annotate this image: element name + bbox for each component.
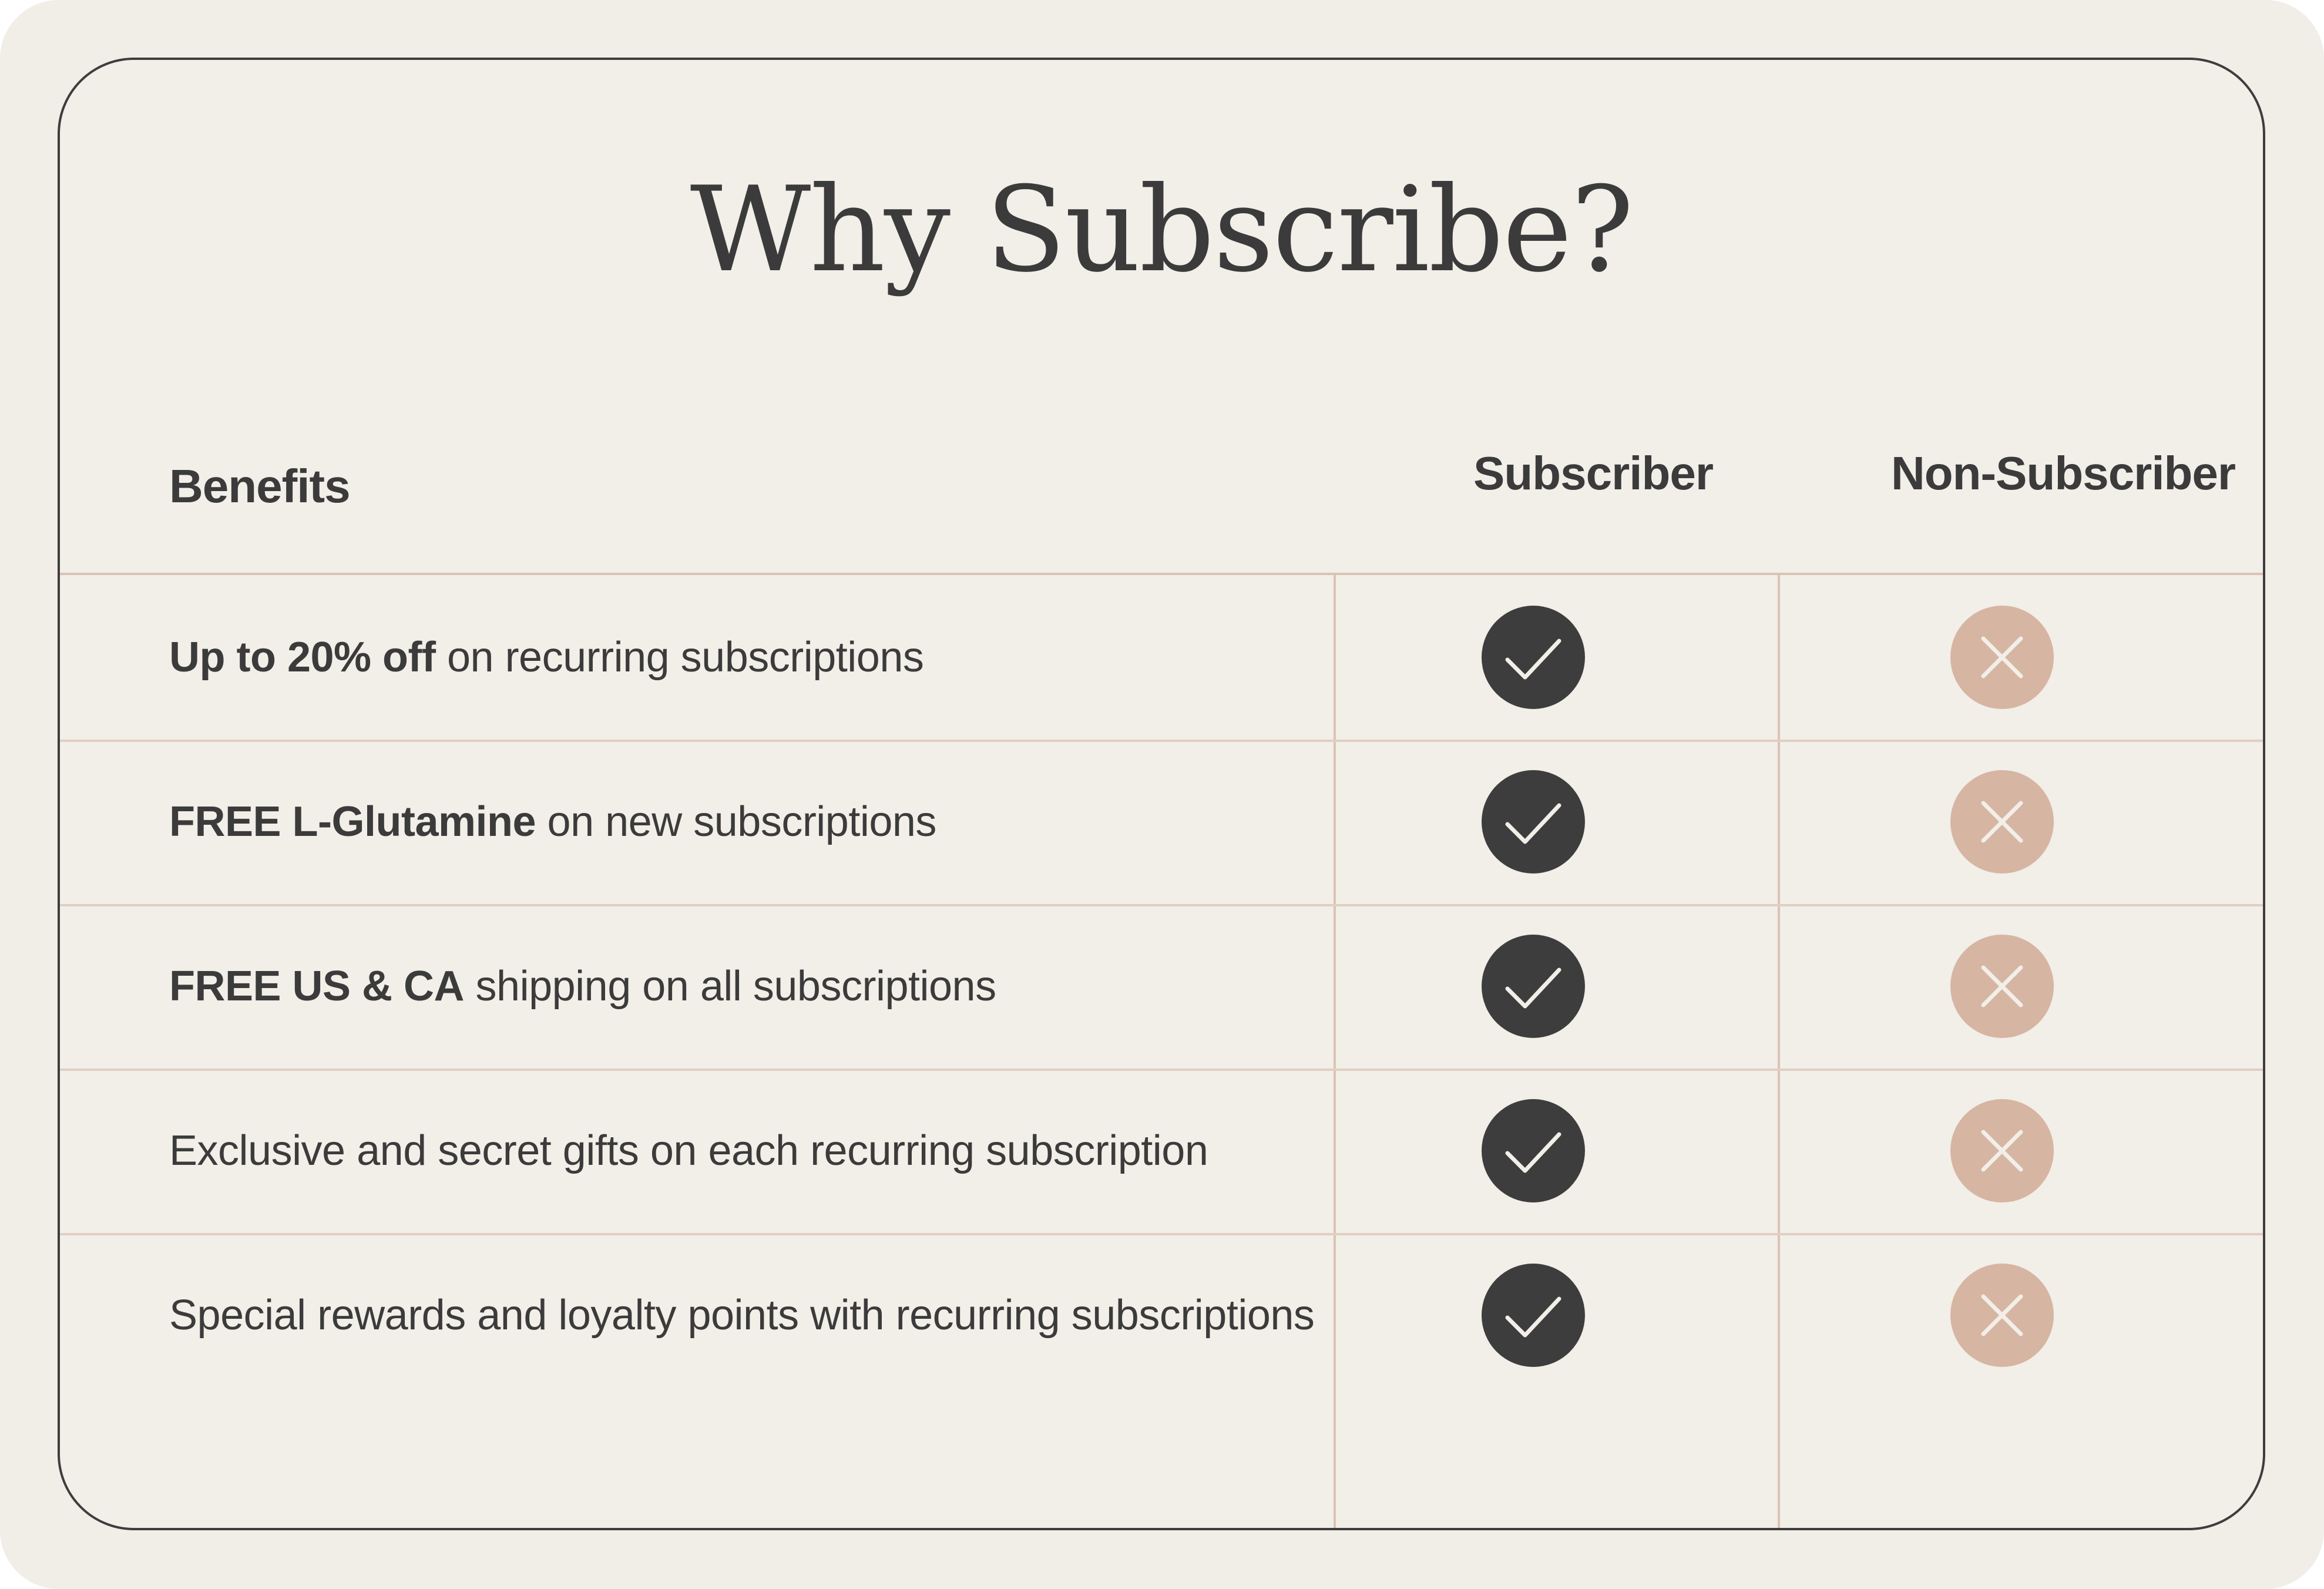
benefit-highlight: FREE US & CA [169, 963, 465, 1010]
benefit-label [169, 1233, 1314, 1397]
benefit-text: Special rewards and loyalty points with recurring subscriptions [169, 1292, 1315, 1339]
comparison-card [58, 58, 2265, 1530]
check-icon [1482, 935, 1585, 1038]
table-row [60, 1233, 2263, 1397]
benefit-text: Exclusive and secret gifts on each recurring subscription [169, 1127, 1208, 1174]
benefit-label [169, 740, 936, 904]
benefit-highlight: Up to 20% off [169, 634, 436, 681]
benefit-label [169, 904, 996, 1069]
benefit-label [169, 575, 923, 740]
column-header-benefits: Benefits [169, 460, 350, 512]
check-icon [1482, 1264, 1585, 1367]
table-row [60, 904, 2263, 1069]
benefit-text: on new subscriptions [536, 798, 936, 845]
page-title: Why Subscribe? [690, 162, 1633, 298]
cross-icon [1950, 935, 2054, 1038]
table-row [60, 740, 2263, 904]
table-row [60, 1069, 2263, 1233]
cross-icon [1950, 1099, 2054, 1202]
cross-icon [1950, 606, 2054, 709]
benefit-label [169, 1069, 1208, 1233]
table-row [60, 575, 2263, 740]
column-header-subscriber: Subscriber [1473, 447, 1713, 499]
benefit-text: on recurring subscriptions [435, 634, 924, 681]
benefit-text: shipping on all subscriptions [464, 963, 996, 1010]
benefit-highlight: FREE L-Glutamine [169, 798, 536, 845]
check-icon [1482, 606, 1585, 709]
check-icon [1482, 770, 1585, 874]
column-header-non-subscriber: Non-Subscriber [1890, 447, 2236, 499]
cross-icon [1950, 770, 2054, 874]
check-icon [1482, 1099, 1585, 1202]
cross-icon [1950, 1264, 2054, 1367]
